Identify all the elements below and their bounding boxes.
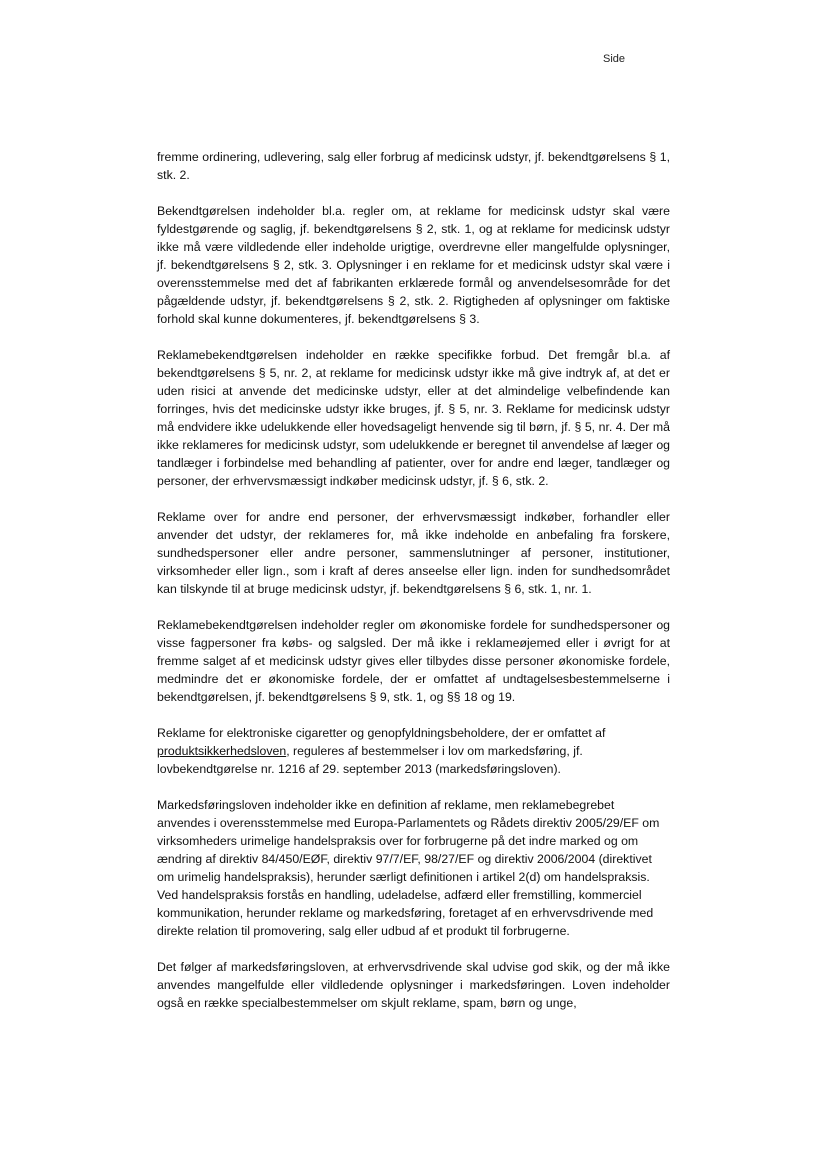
paragraph-7: Markedsføringsloven indeholder ikke en definition af reklame, men reklamebegrebet anvendes i overensstemmelse med Europa-Parlamentets og Rådets direktiv 2005/29/EF om virksomheders urimelige handelspraksis over for forbrugerne på det indre marked og om ændring af direktiv 84/450/EØF, direktiv 97/7/EF, 98/27/EF og direktiv 2006/2004 (direktivet om urimelig handelspraksis), herunder særligt definitionen i artikel 2(d) om handelspraksis. Ved handelspraksis forstås en handling, udeladelse, adfærd eller fremstilling, kommerciel kommunikation, herunder reklame og markedsføring, foretaget af en erhvervsdrivende med direkte relation til promovering, salg eller udbud af et produkt til forbrugerne. bbox=[157, 798, 660, 938]
paragraph-8: Det følger af markedsføringsloven, at erhvervsdrivende skal udvise god skik, og der må ikke anvendes mangelfulde eller vildledende oplysninger i markedsføringen. Loven indeholder også en række specialbestemmelser om skjult reklame, spam, børn og unge, bbox=[157, 960, 670, 1010]
paragraph-1: fremme ordinering, udlevering, salg eller forbrug af medicinsk udstyr, jf. bekendtgørelsens § 1, stk. 2. bbox=[157, 150, 670, 182]
paragraph-6-text-after: , reguleres af bestemmelser i lov om markedsføring, jf. lovbekendtgørelse nr. 1216 af 29. september 2013 (markedsføringsloven). bbox=[157, 744, 583, 776]
paragraph-6-text-before: Reklame for elektroniske cigaretter og genopfyldningsbeholdere, der er omfattet af bbox=[157, 726, 606, 740]
paragraph-5: Reklamebekendtgørelsen indeholder regler om økonomiske fordele for sundhedspersoner og visse fagpersoner fra købs- og salgsled. Der må ikke i reklameøjemed eller i øvrigt for at fremme salget af et medicinsk udstyr gives eller tilbydes disse personer økonomiske fordele, medmindre det er økonomiske fordele, der er omfattet af undtagelsesbestemmelserne i bekendtgørelsen, jf. bekendtgørelsens § 9, stk. 1, og §§ 18 og 19. bbox=[157, 618, 670, 704]
paragraph-2: Bekendtgørelsen indeholder bl.a. regler om, at reklame for medicinsk udstyr skal være fyldestgørende og saglig, jf. bekendtgørelsens § 2, stk. 1, og at reklame for medicinsk udstyr ikke må være vildledende eller indeholde urigtige, overdrevne eller mangelfulde oplysninger, jf. bekendtgørelsens § 2, stk. 3. Oplysninger i en reklame for et medicinsk udstyr skal være i overensstemmelse med det af fabrikanten erklærede formål og anvendelsesområde for det pågældende udstyr, jf. bekendtgørelsens § 2, stk. 2. Rigtigheden af oplysninger om faktiske forhold skal kunne dokumenteres, jf. bekendtgørelsens § 3. bbox=[157, 204, 670, 326]
paragraph-4: Reklame over for andre end personer, der erhvervsmæssigt indkøber, forhandler eller anvender det udstyr, der reklameres for, må ikke indeholde en anbefaling fra forskere, sundhedspersoner eller andre personer, sammenslutninger af personer, institutioner, virksomheder eller lign., som i kraft af deres anseelse eller lign. inden for sundhedsområdet kan tilskynde til at bruge medicinsk udstyr, jf. bekendtgørelsens § 6, stk. 1, nr. 1. bbox=[157, 510, 670, 596]
page-header-label: Side bbox=[603, 53, 626, 65]
paragraph-3: Reklamebekendtgørelsen indeholder en række specifikke forbud. Det fremgår bl.a. af bekendtgørelsens § 5, nr. 2, at reklame for medicinsk udstyr ikke må give indtryk af, at det er uden risici at anvende det medicinske udstyr, eller at det almindelige velbefindende kan forringes, hvis det medicinske udstyr ikke bruges, jf. § 5, nr. 3. Reklame for medicinsk udstyr må endvidere ikke udelukkende eller hovedsageligt henvende sig til børn, jf. § 5, nr. 4. Der må ikke reklameres for medicinsk udstyr, som udelukkende er beregnet til anvendelse af læger og tandlæger i forbindelse med behandling af patienter, over for andre end læger, tandlæger og personer, der erhvervsmæssigt indkøber medicinsk udstyr, jf. § 6, stk. 2. bbox=[157, 348, 670, 488]
document-body bbox=[157, 148, 670, 1030]
paragraph-6 bbox=[157, 724, 670, 778]
produktsikkerhedsloven-link[interactable]: produktsikkerhedsloven bbox=[157, 744, 287, 758]
